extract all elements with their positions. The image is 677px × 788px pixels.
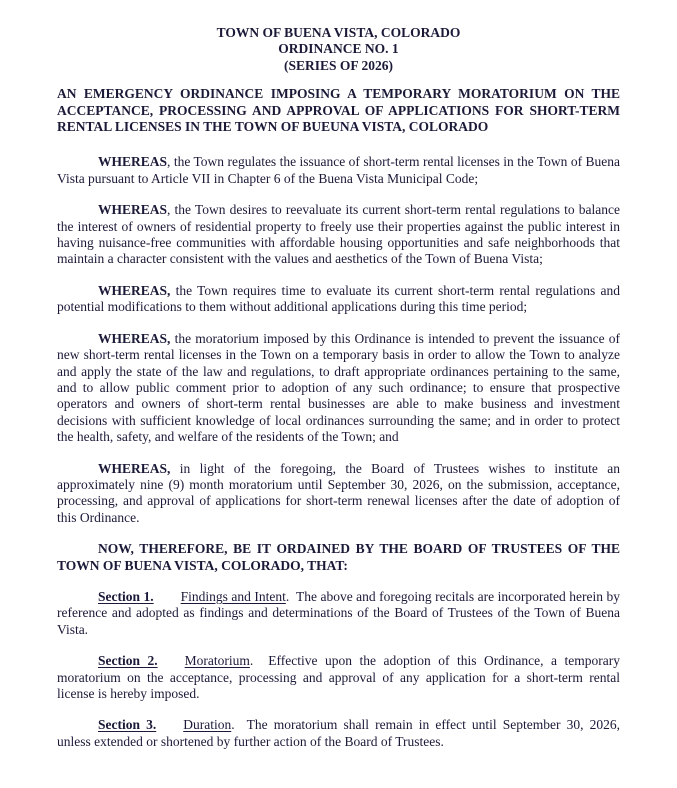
whereas-lead-4: WHEREAS,: [98, 330, 171, 346]
whereas-paragraph-5: [57, 461, 620, 527]
section-3-paragraph: [57, 717, 620, 750]
section-2-number: Section 2.: [98, 653, 158, 669]
whereas-paragraph-4: [57, 331, 620, 446]
whereas-text-3: the Town requires time to evaluate its current short-term rental regulations and potential modifications to them without additional applications during this time period;: [57, 282, 620, 315]
section-3-title: Duration: [183, 717, 232, 733]
whereas-text-2: , the Town desires to reevaluate its current short-term rental regulations to balance the interest of owners of residential property to freely use their properties against the public interest in having nuisance-free communities with affordable housing opportunities and safe neighborhoods that maintain a character consistent with the values and aesthetics of the Town of Buena Vista;: [57, 202, 620, 267]
whereas-paragraph-3: [57, 283, 620, 316]
section-1-title: Findings and Intent: [180, 588, 286, 604]
whereas-lead-2: WHEREAS: [98, 202, 168, 218]
section-2-body: Effective upon the adoption of this Ordinance, a temporary moratorium on the acceptance, processing and approval of any application for a short-term rental license is hereby imposed.: [57, 653, 620, 701]
section-2-title: Moratorium: [184, 653, 250, 669]
whereas-paragraph-1: [57, 154, 620, 187]
section-2-paragraph: [57, 653, 620, 702]
whereas-lead-5: WHEREAS,: [98, 460, 171, 476]
section-1-paragraph: [57, 589, 620, 638]
ordinance-heading: AN EMERGENCY ORDINANCE IMPOSING A TEMPORARY MORATORIUM ON THE ACCEPTANCE, PROCESSING AND APPROVAL OF APPLICATIONS FOR SHORT-TERM RENTAL LICENSES IN THE TOWN OF BUEUNA VISTA, COLORADO: [57, 86, 620, 135]
whereas-text-5: in light of the foregoing, the Board of Trustees wishes to institute an approximately nine (9) month moratorium until September 30, 2026, on the submission, acceptance, processing, and approval of applications for short-term renewal licenses after the date of adoption of this Ordinance.: [57, 460, 620, 525]
doc-title-ordinance-no: ORDINANCE NO. 1: [278, 41, 399, 57]
section-1-number: Section 1.: [98, 588, 154, 604]
section-3-number: Section 3.: [98, 717, 157, 733]
ordained-clause: NOW, THEREFORE, BE IT ORDAINED BY THE BOARD OF TRUSTEES OF THE TOWN OF BUENA VISTA, COLORADO, THAT:: [57, 541, 620, 573]
title-block: [57, 25, 620, 74]
whereas-lead-3: WHEREAS,: [98, 282, 171, 298]
whereas-paragraph-2: [57, 202, 620, 268]
whereas-lead-1: WHEREAS: [98, 154, 168, 170]
section-3-body: The moratorium shall remain in effect until September 30, 2026, unless extended or shortened by further action of the Board of Trustees.: [57, 717, 620, 749]
section-3-separator: .: [231, 717, 247, 733]
doc-title-town: TOWN OF BUENA VISTA, COLORADO: [216, 25, 461, 40]
section-1-body: The above and foregoing recitals are incorporated herein by reference and adopted as findings and determinations of the Board of Trustees of the Town of Buena Vista.: [57, 588, 621, 637]
section-2-separator: .: [249, 653, 269, 669]
whereas-text-4: the moratorium imposed by this Ordinance is intended to prevent the issuance of new short-term rental licenses in the Town on a temporary basis in order to allow the Town to analyze and apply the state of the law and regulations, to draft appropriate ordinances pertaining to the same, and to allow public comment prior to adoption of any such ordinance; to ensure that prospective operators and owners of short-term rental businesses are able to make business and investment decisions with sufficient knowledge of local ordinances surrounding the same; and in order to protect the health, safety, and welfare of the residents of the Town; and: [57, 330, 620, 445]
doc-title-series: (SERIES OF 2026): [283, 57, 393, 73]
section-1-separator: .: [285, 588, 296, 604]
whereas-text-1: , the Town regulates the issuance of short-term rental licenses in the Town of Buena Vista pursuant to Article VII in Chapter 6 of the Buena Vista Municipal Code;: [57, 154, 620, 186]
